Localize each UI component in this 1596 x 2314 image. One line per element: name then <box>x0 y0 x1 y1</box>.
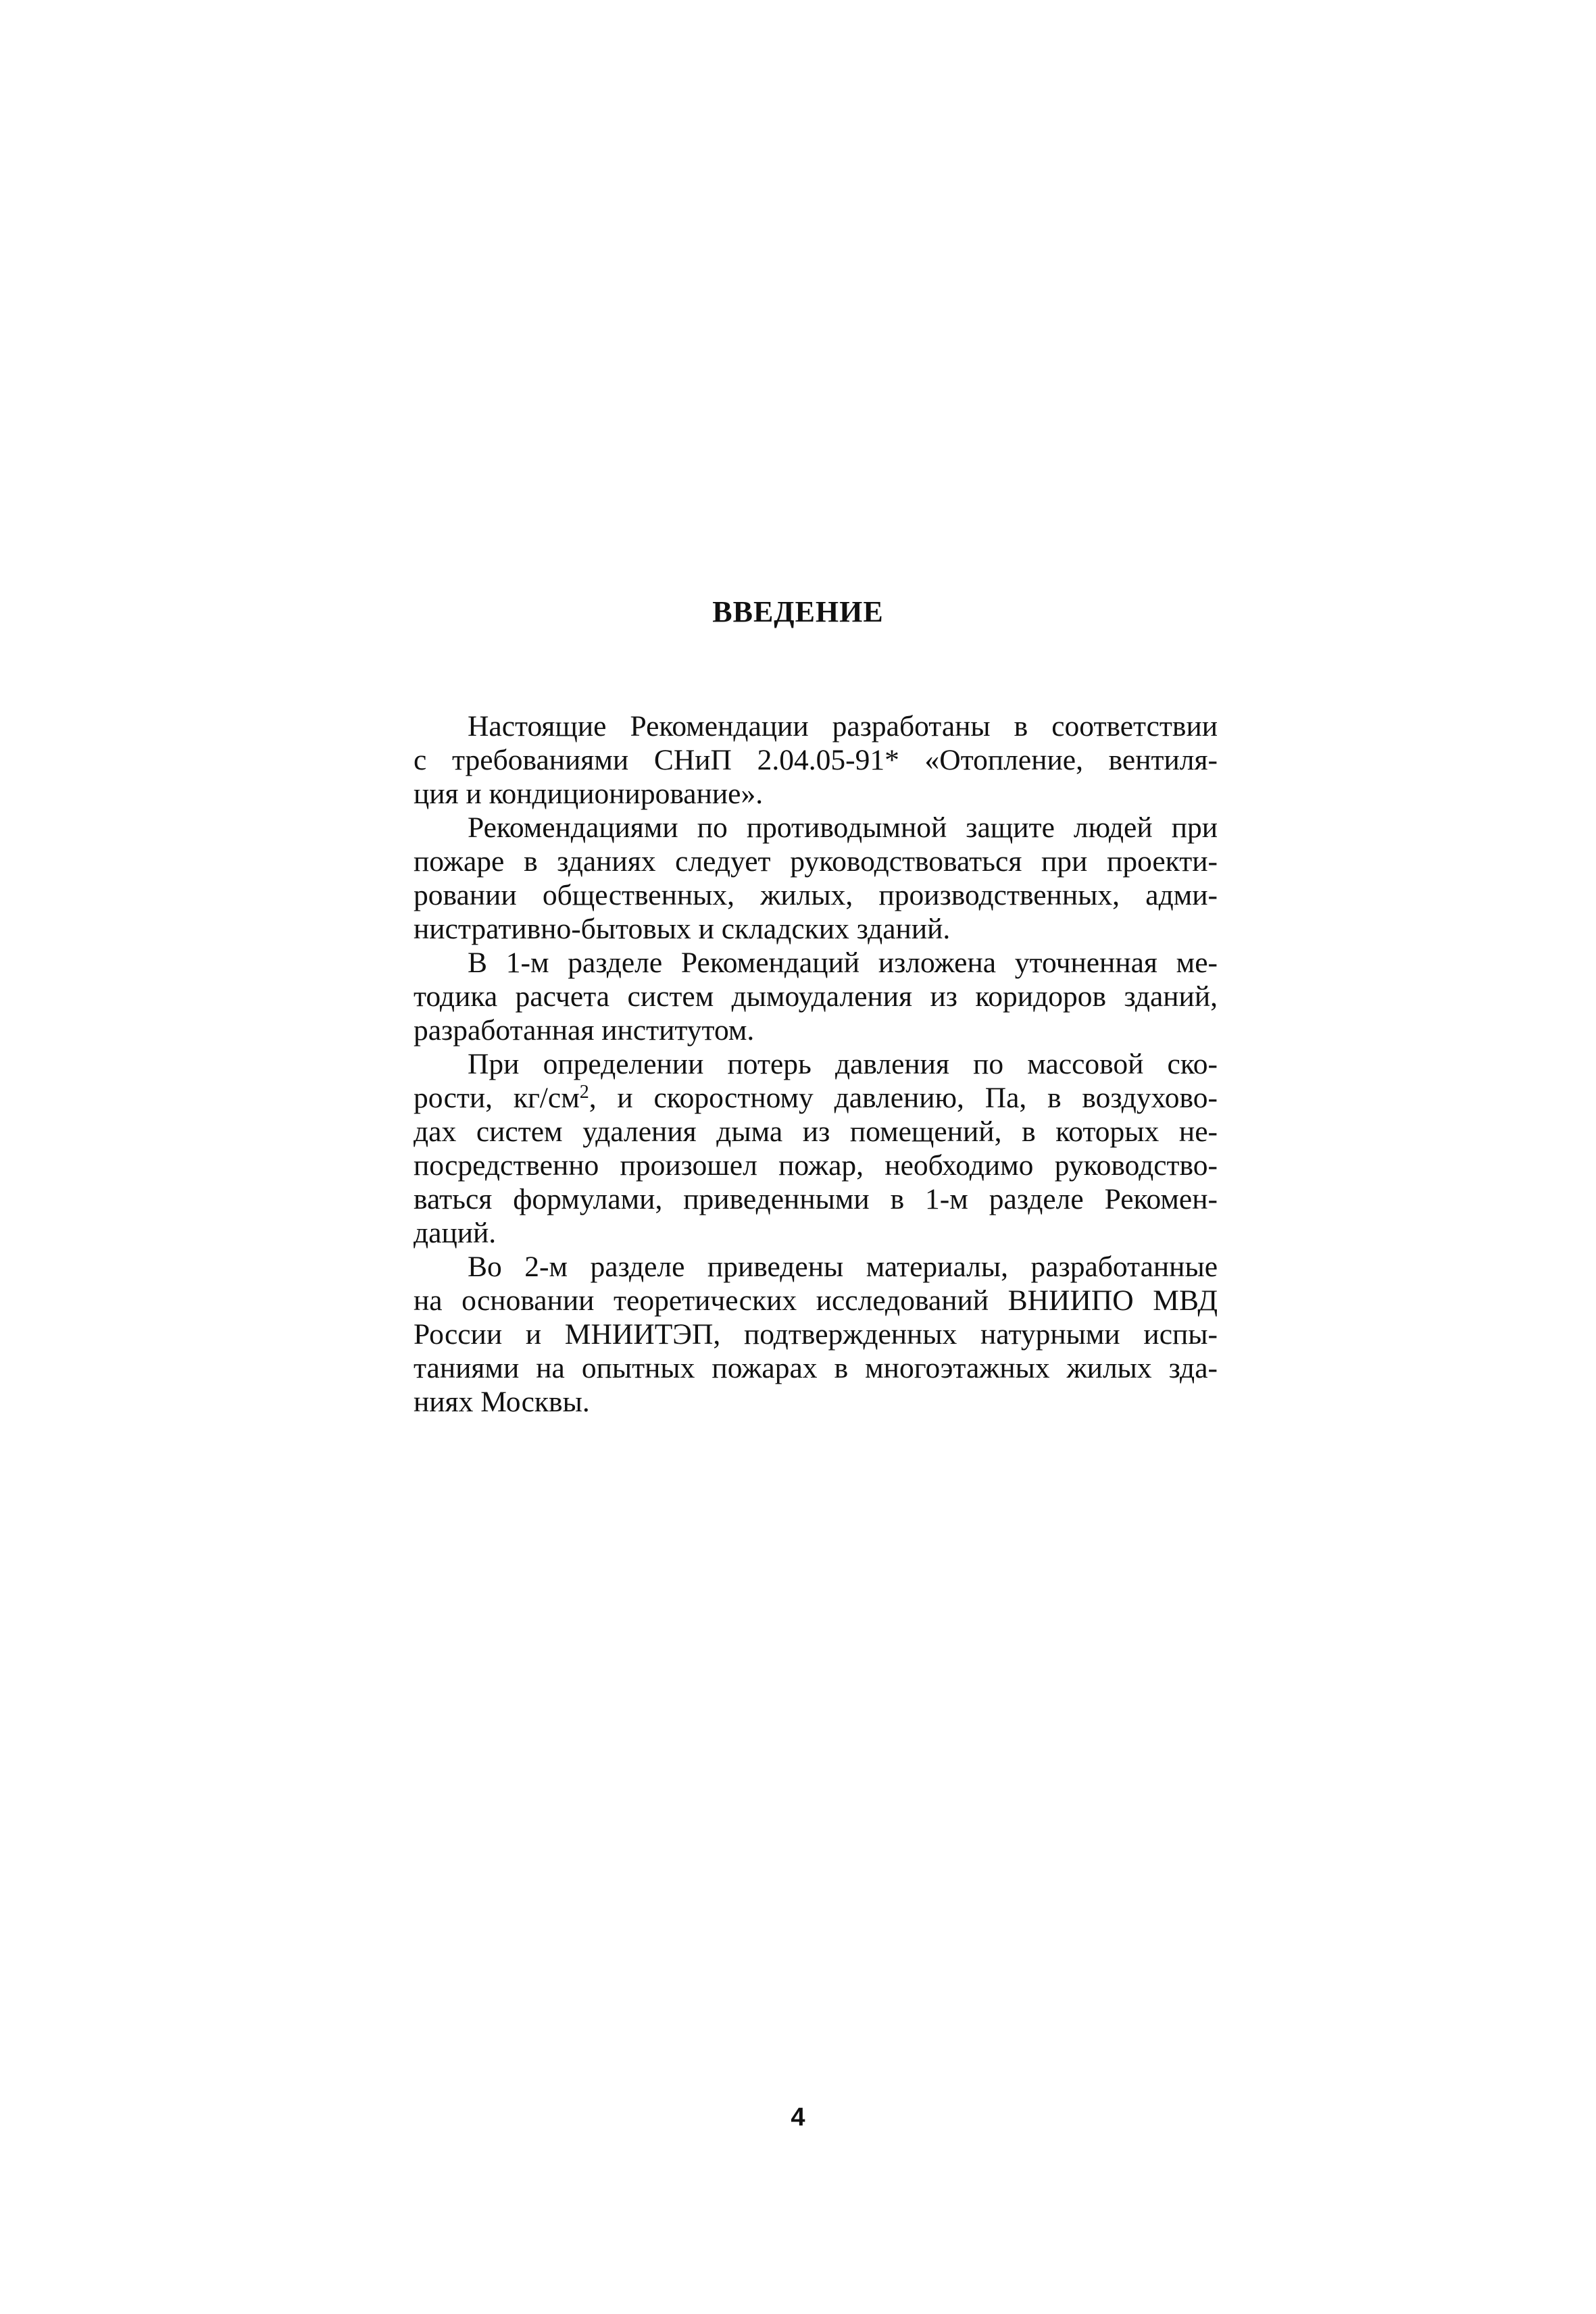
text-line: ваться формулами, приведенными в 1-м разделе Рекомен- <box>414 1183 1218 1215</box>
page-title: ВВЕДЕНИЕ <box>712 595 884 628</box>
text-line: даций. <box>414 1217 497 1249</box>
text-line: тодика расчета систем дымоудаления из коридоров зданий, <box>414 980 1218 1013</box>
text-line: посредственно произошел пожар, необходимо руководство- <box>414 1149 1218 1182</box>
text-line: ниях Москвы. <box>414 1386 590 1418</box>
paragraph-1 <box>414 709 1218 811</box>
text-line: В 1-м разделе Рекомендаций изложена уточненная ме- <box>468 947 1218 979</box>
superscript-2: 2 <box>579 1082 589 1103</box>
text-line: ция и кондиционирование». <box>414 778 764 810</box>
text-line: рости, $кг/см^2$, и скоростному давлению, Па, в воздухово- <box>414 1082 1218 1114</box>
text-line: нистративно-бытовых и складских зданий. <box>414 913 951 945</box>
text-line: Рекомендациями по противодымной защите людей при <box>468 811 1218 844</box>
paragraph-5 <box>414 1250 1218 1419</box>
text-line: Настоящие Рекомендации разработаны в соответствии <box>468 710 1218 743</box>
paragraph-4 <box>414 1047 1218 1250</box>
text-line: на основании теоретических исследований ВНИИПО МВД <box>414 1284 1218 1317</box>
body-text <box>414 709 1218 1419</box>
text-line: пожаре в зданиях следует руководствоваться при проекти- <box>414 845 1218 878</box>
paragraph-2 <box>414 811 1218 946</box>
text-line: разработанная институтом. <box>414 1014 755 1047</box>
paragraph-3 <box>414 946 1218 1047</box>
text-line: ровании общественных, жилых, производственных, адми- <box>414 879 1218 911</box>
text-line: таниями на опытных пожарах в многоэтажных жилых зда- <box>414 1352 1218 1384</box>
text-line: При определении потерь давления по массовой ско- <box>468 1048 1218 1080</box>
text-line: дах систем удаления дыма из помещений, в которых не- <box>414 1115 1218 1148</box>
text-line: России и МНИИТЭП, подтвержденных натурными испы- <box>414 1318 1218 1351</box>
page-number: 4 <box>791 2103 805 2132</box>
text-line: Во 2-м разделе приведены материалы, разработанные <box>468 1251 1218 1283</box>
text-line: с требованиями СНиП 2.04.05-91* «Отопление, вентиля- <box>414 744 1218 776</box>
